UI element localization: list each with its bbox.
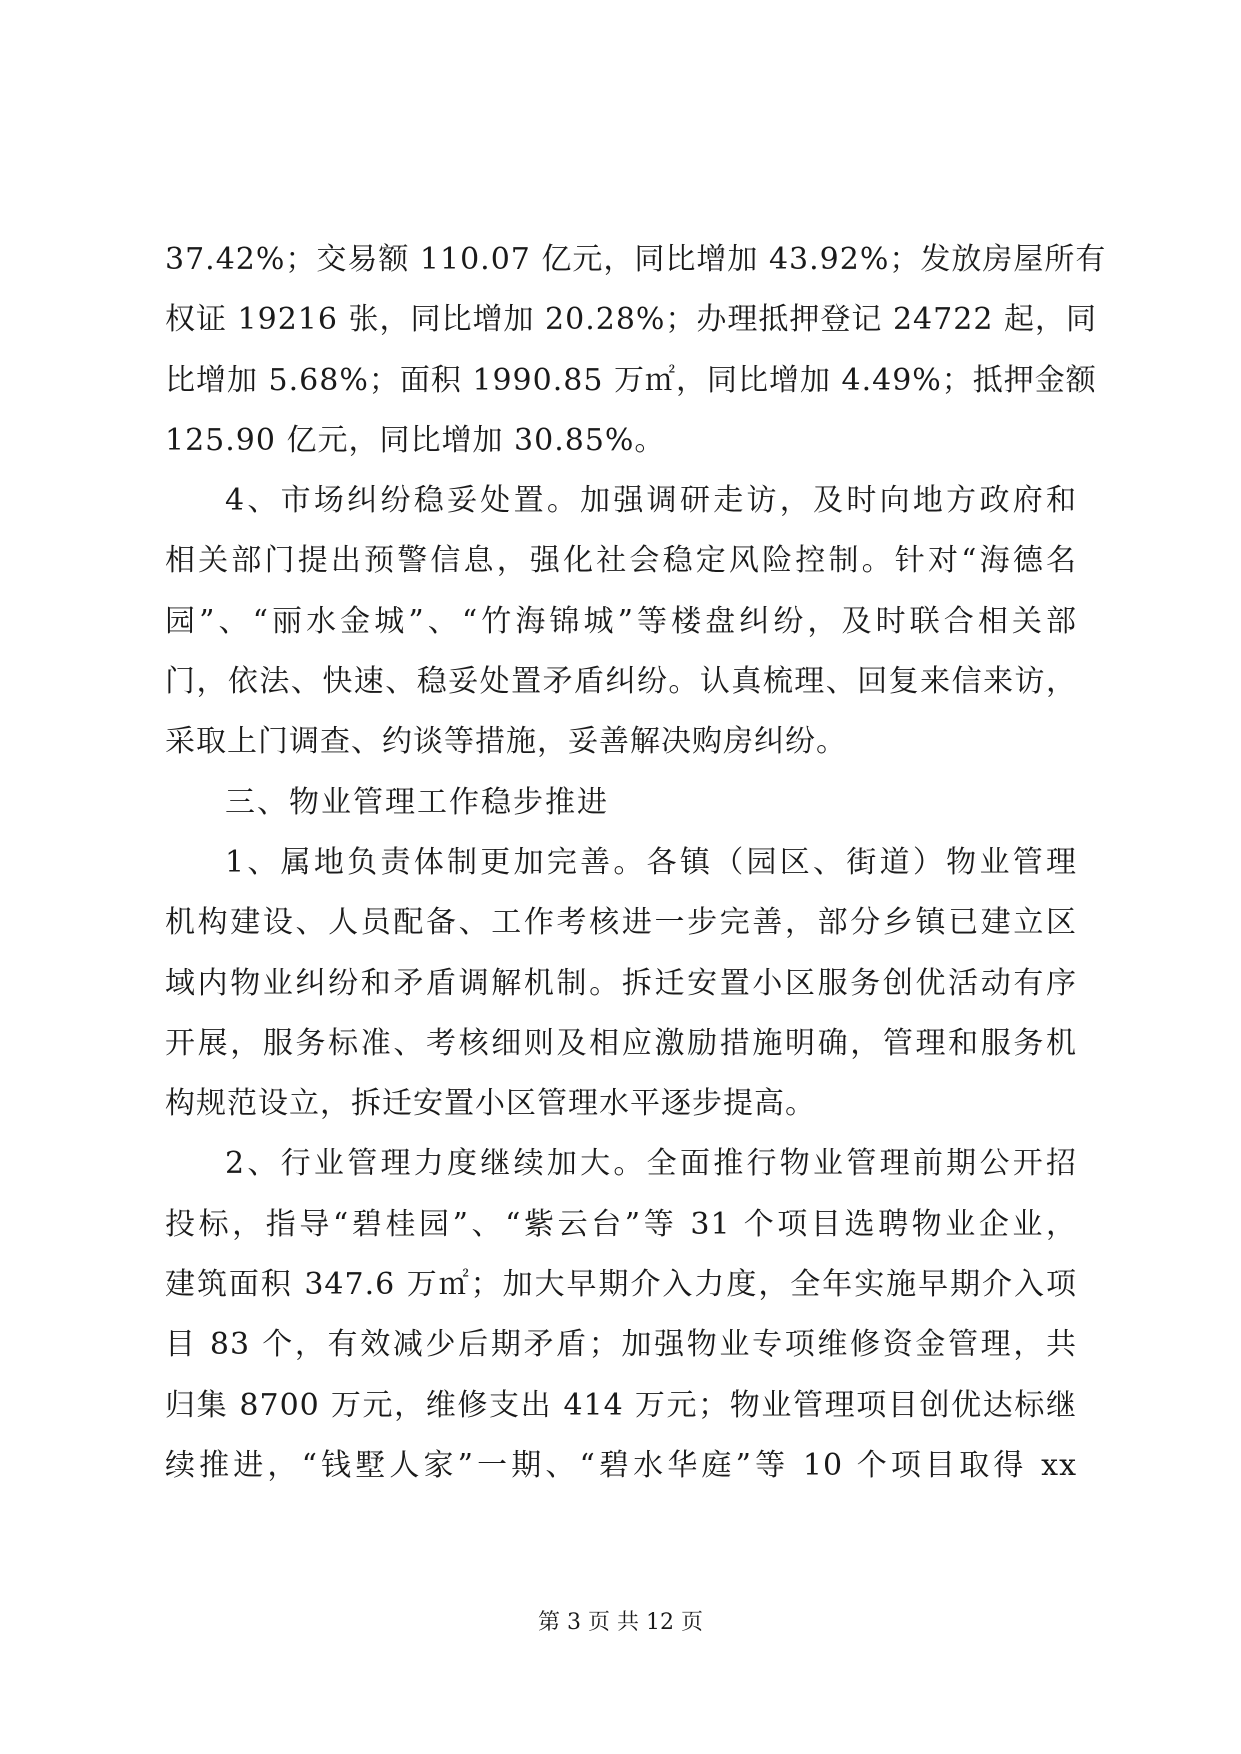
text-line: 比增加 5.68%；面积 1990.85 万㎡，同比增加 4.49%；抵押金额	[165, 362, 1097, 398]
paragraph-market-disputes	[165, 471, 1077, 772]
text-line: 目 83 个，有效减少后期矛盾；加强物业专项维修资金管理，共	[165, 1327, 1077, 1363]
text-line: 1、属地负责体制更加完善。各镇（园区、街道）物业管理	[225, 844, 1077, 880]
text-line: 开展，服务标准、考核细则及相应激励措施明确，管理和服务机	[165, 1025, 1077, 1061]
page-number-footer: 第 3 页 共 12 页	[538, 1610, 703, 1635]
paragraph-transaction-stats	[165, 230, 1107, 471]
text-line: 构规范设立，拆迁安置小区管理水平逐步提高。	[165, 1086, 816, 1122]
text-line: 125.90 亿元，同比增加 30.85%。	[165, 422, 666, 458]
text-line: 机构建设、人员配备、工作考核进一步完善，部分乡镇已建立区	[165, 905, 1077, 941]
text-line: 采取上门调查、约谈等措施，妥善解决购房纠纷。	[165, 724, 847, 760]
text-line: 4、市场纠纷稳妥处置。加强调研走访，及时向地方政府和	[225, 483, 1077, 519]
paragraph-industry-management	[165, 1134, 1077, 1496]
text-line: 投标，指导“碧桂园”、“紫云台”等 31 个项目选聘物业企业，	[165, 1206, 1077, 1242]
paragraph-territorial-responsibility	[165, 833, 1077, 1134]
document-body	[165, 230, 1107, 1496]
text-line: 域内物业纠纷和矛盾调解机制。拆迁安置小区服务创优活动有序	[165, 965, 1077, 1001]
text-line: 37.42%；交易额 110.07 亿元，同比增加 43.92%；发放房屋所有	[165, 242, 1107, 277]
text-line: 续推进，“钱墅人家”一期、“碧水华庭”等 10 个项目取得 xx	[165, 1447, 1077, 1483]
text-line: 相关部门提出预警信息，强化社会稳定风险控制。针对“海德名	[165, 543, 1077, 579]
text-line: 建筑面积 347.6 万㎡；加大早期介入力度，全年实施早期介入项	[165, 1267, 1077, 1303]
text-line: 门，依法、快速、稳妥处置矛盾纠纷。认真梳理、回复来信来访，	[165, 664, 1077, 700]
section-heading: 三、物业管理工作稳步推进	[225, 784, 609, 820]
text-line: 归集 8700 万元，维修支出 414 万元；物业管理项目创优达标继	[165, 1387, 1077, 1423]
text-line: 权证 19216 张，同比增加 20.28%；办理抵押登记 24722 起，同	[165, 302, 1097, 338]
text-line: 园”、“丽水金城”、“竹海锦城”等楼盘纠纷，及时联合相关部	[165, 603, 1077, 639]
text-line: 2、行业管理力度继续加大。全面推行物业管理前期公开招	[225, 1146, 1077, 1182]
